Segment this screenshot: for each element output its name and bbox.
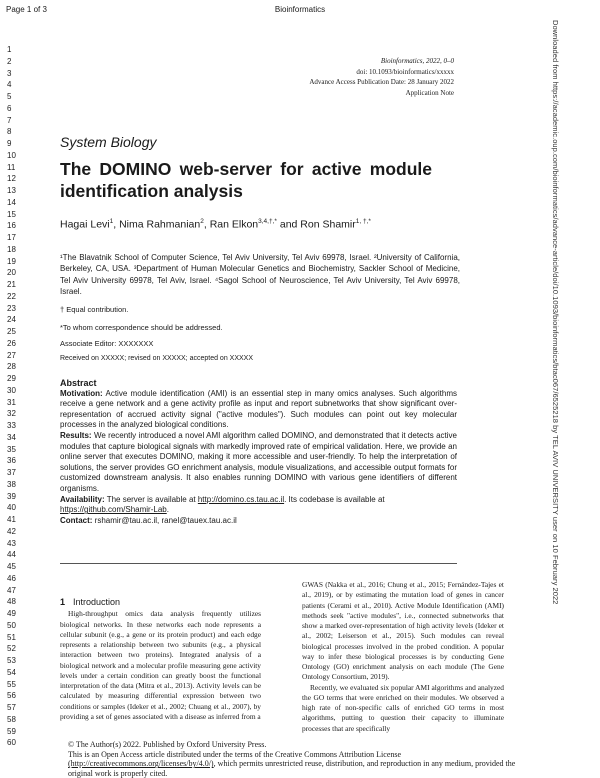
line-number: 4 [7, 80, 12, 90]
line-number: 28 [7, 362, 16, 372]
abstract [60, 378, 457, 526]
author-separator: , [203, 218, 210, 231]
line-number-gutter [7, 44, 23, 749]
availability-text: The server is available at [104, 494, 198, 504]
line-number: 30 [7, 385, 16, 395]
abstract-divider [60, 563, 457, 564]
author-affiliation-mark: 2 [200, 218, 204, 225]
line-number: 59 [7, 726, 16, 736]
line-number: 7 [7, 115, 12, 125]
results-label: Results: [60, 430, 92, 440]
advance-access-line: Advance Access Publication Date: 28 January 2022 [309, 78, 454, 87]
line-number: 38 [7, 479, 16, 489]
line-number: 6 [7, 103, 12, 113]
line-number: 25 [7, 327, 16, 336]
line-number: 48 [7, 597, 16, 607]
line-number: 57 [7, 703, 16, 712]
section-heading-text: Introduction [73, 597, 121, 607]
copyright-line: © The Author(s) 2022. Published by Oxford University Press. [68, 740, 267, 749]
codebase-link[interactable]: https://github.com/Shamir-Lab [60, 505, 167, 515]
line-number: 8 [7, 127, 12, 137]
abstract-contact [60, 516, 457, 527]
document-title: Bioinformatics [274, 5, 326, 14]
download-notice: Downloaded from https://academic.oup.com/bioinformatics/advance-article/doi/10.1093/bioinformatics/btac067/6525218 by TEL AVIV UNIVERSITY user on 10 February 2022 [551, 20, 560, 605]
abstract-availability [60, 495, 457, 516]
journal-line: Bioinformatics, 2022, 0–0 [380, 57, 454, 65]
page-indicator: Page 1 of 3 [6, 5, 47, 14]
line-number: 50 [7, 620, 16, 630]
license-text [68, 750, 538, 778]
motivation-text: Active module identification (AMI) is an essential step in many omics analyses. Such algorithms receive a gene network and a gene activity profile as input and report subnetworks that show significant over-representation of accrued activity signal ("active modules"). Such modules can point out key molecular processes in the analyzed biological conditions. [60, 388, 457, 430]
line-number: 60 [7, 738, 16, 748]
author-name: Ran Elkon [209, 218, 259, 231]
line-number: 53 [7, 656, 16, 665]
line-number: 12 [7, 174, 16, 184]
line-number: 29 [7, 374, 16, 383]
line-number: 35 [7, 444, 16, 454]
line-number: 21 [7, 280, 16, 289]
server-link[interactable]: http://domino.cs.tau.ac.il [197, 494, 285, 504]
line-number: 17 [7, 233, 16, 242]
line-number: 56 [7, 691, 16, 701]
line-number: 14 [7, 197, 16, 207]
contact-label: Contact: [60, 515, 93, 525]
line-number: 47 [7, 585, 16, 595]
line-number: 49 [7, 609, 16, 618]
line-number: 33 [7, 421, 16, 430]
section-label: System Biology [60, 134, 157, 150]
author-name: Ron Shamir [300, 218, 356, 231]
doi-line: doi: 10.1093/bioinformatics/xxxxx [356, 67, 454, 76]
line-number: 54 [7, 667, 16, 677]
copyright-footer [68, 740, 538, 778]
line-number: 44 [7, 550, 16, 560]
line-number: 11 [7, 162, 16, 172]
equal-contribution-note: † Equal contribution. [60, 305, 129, 314]
received-dates: Received on XXXXX; revised on XXXXX; accepted on XXXXX [60, 355, 253, 362]
author-affiliation-mark: 3,4,†,* [258, 218, 277, 225]
section-heading [60, 597, 261, 607]
line-number: 9 [7, 139, 12, 148]
author-affiliation-mark: 1, †,* [355, 218, 371, 225]
body-column-left [60, 597, 261, 722]
body-paragraph: Recently, we evaluated six popular AMI algorithms and analyzed the GO terms that were enriched on their modules. We observed a high rate of non-specific calls of enriched GO terms in most algorithms, putting to question their capacity to illuminate processes that are specifically [302, 682, 504, 733]
availability-text: . Its codebase is available at [284, 494, 385, 504]
availability-label: Availability: [60, 494, 105, 504]
line-number: 40 [7, 503, 16, 513]
affiliations: ¹The Blavatnik School of Computer Science, Tel Aviv University, Tel Aviv 69978, Israel. ²University of California, Berkeley, CA, USA. ³Department of Human Molecular Genetics and Biochemistry, Sackler School of Medicine, Tel Aviv University 69978, Tel Aviv, Israel. ⁴Sagol School of Neuroscience, Tel Aviv University, Tel Aviv 69978, Israel. [60, 253, 460, 296]
line-number: 3 [7, 68, 12, 78]
line-number: 34 [7, 432, 16, 442]
line-number: 18 [7, 244, 16, 254]
author-name: Hagai Levi [60, 218, 110, 231]
line-number: 19 [7, 256, 16, 266]
line-number: 39 [7, 491, 16, 501]
license-suffix: , which permits unrestricted reuse, distribution, and reproduction in any medium, provided the original work is properly cited. [68, 759, 516, 778]
line-number: 42 [7, 526, 16, 536]
line-number: 1 [7, 45, 12, 54]
motivation-label: Motivation: [60, 388, 103, 398]
line-number: 15 [7, 209, 16, 219]
author-affiliation-mark: 1 [109, 218, 114, 225]
line-number: 5 [7, 92, 12, 101]
line-number: 16 [7, 221, 16, 231]
author-separator: , [113, 218, 120, 231]
body-paragraph: GWAS (Nakka et al., 2016; Chung et al., 2015; Fernández-Tajes et al., 2019), or by estimating the mutation load of genes in cancer patients (Cerami et al., 2010). Active Module Identification (AMI) methods seek "active modules", i.e., connected subnetworks that show a marked over-representation of high activity levels (Ideker et al., 2002; Leiserson et al., 2015). Such modules can reveal biological processes involved in the probed condition. A popular way to infer these biological processes is by conducting Gene Ontology (GO) enrichment analysis on each module (The Gene Ontology Consortium, 2019). [302, 580, 504, 682]
line-number: 32 [7, 409, 16, 419]
line-number: 46 [7, 573, 16, 583]
line-number: 24 [7, 315, 16, 325]
line-number: 2 [7, 56, 12, 66]
download-sidebar [533, 0, 567, 775]
line-number: 27 [7, 350, 16, 360]
correspondence-note: *To whom correspondence should be addressed. [60, 323, 223, 332]
line-number: 23 [7, 303, 16, 313]
line-number: 37 [7, 468, 16, 477]
paper-title: The DOMINO web-server for active module identification analysis [60, 159, 432, 201]
body-paragraph: High-throughput omics data analysis frequently utilizes biological networks. In these networks each node represents a cellular subunit (e.g., a gene or its protein product) and each edge represents a relationship between two subunits (e.g., a physical interaction between two proteins). Integrated analysis of a biological network and a molecular profile measuring gene activity levels under a certain condition can greatly boost the functional interpretation of the data (Mitra et al., 2013). Activity levels can be calculated by measuring differential expression between two conditions or samples (Ideker et al., 2002; Chuang et al., 2007), by providing a set of genes associated with a disease as inferred from a [60, 609, 261, 721]
line-number: 58 [7, 714, 16, 724]
contact-text: rshamir@tau.ac.il, ranel@tauex.tau.ac.il [92, 515, 237, 525]
author-name: Nima Rahmanian [119, 218, 201, 231]
license-link[interactable]: (http://creativecommons.org/licenses/by/4.0/) [68, 759, 214, 769]
line-number: 45 [7, 562, 16, 571]
body-column-right [302, 580, 504, 734]
section-number: 1 [60, 597, 66, 607]
line-number: 52 [7, 644, 16, 654]
results-text: We recently introduced a novel AMI algorithm called DOMINO, and demonstrated that it detects active modules that capture biological signals with markedly improved rate of empirical validation. Here, we provide an online server that executes DOMINO, making it more accessible and user-friendly. To help the interpretation of solutions, the server provides GO enrichment analysis, module visualizations, and accessible output formats for customized downstream analysis. It also enables running DOMINO with various gene identifiers of different organisms. [60, 430, 457, 493]
author-conjunction: and [276, 218, 301, 231]
availability-text: . [166, 505, 169, 515]
associate-editor: Associate Editor: XXXXXXX [60, 339, 154, 348]
line-number: 31 [7, 397, 16, 407]
line-number: 41 [7, 515, 16, 524]
author-list [60, 218, 371, 231]
line-number: 13 [7, 186, 16, 195]
abstract-heading: Abstract [60, 378, 97, 388]
publication-info [309, 56, 454, 99]
line-number: 36 [7, 456, 16, 466]
license-prefix: This is an Open Access article distributed under the terms of the Creative Commons Attribution License [68, 749, 402, 759]
abstract-motivation [60, 389, 457, 431]
line-number: 43 [7, 538, 16, 548]
line-number: 20 [7, 268, 16, 278]
abstract-results [60, 431, 457, 495]
article-type: Application Note [405, 89, 454, 98]
line-number: 22 [7, 291, 16, 301]
line-number: 55 [7, 679, 16, 689]
line-number: 51 [7, 632, 16, 642]
line-number: 10 [7, 150, 16, 160]
line-number: 26 [7, 338, 16, 348]
